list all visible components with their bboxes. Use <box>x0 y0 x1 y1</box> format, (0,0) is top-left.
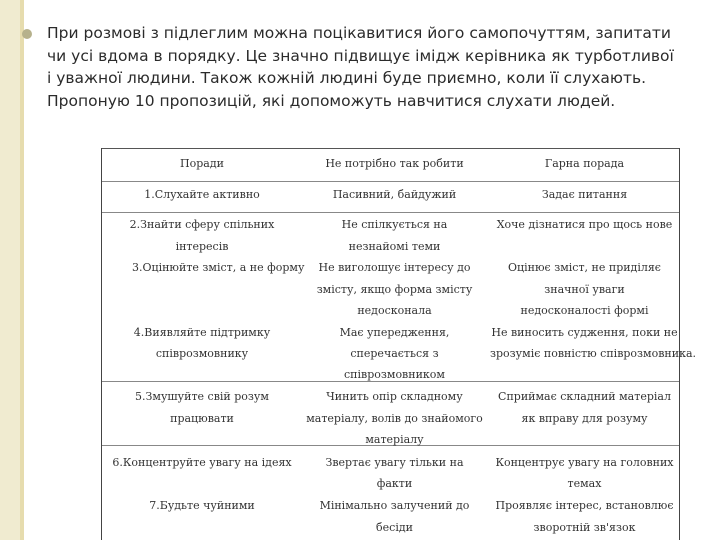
intro-paragraph <box>22 22 682 112</box>
table-cell: Задає питання <box>541 188 628 201</box>
table-cell: 1.Слухайте активно <box>144 188 260 201</box>
intro-text: При розмові з підлеглим можна поцікавитися його самопочуттям, запитати чи усі вдома в порядку. Це значно підвищує імідж керівника як турботливої і уважної людини. Також кожній людині буде приємно, коли її слухають. Пропоную 10 пропозицій, які допоможуть навчитися слухати людей. <box>47 24 674 110</box>
table-cell: Сприймає складний матеріал <box>498 390 671 403</box>
table-cell: недосконалості формі <box>520 304 649 317</box>
table-cell: 6.Концентруйте увагу на ідеях <box>112 456 292 469</box>
table-border-top <box>102 148 679 149</box>
table-cell: інтересів <box>175 240 229 253</box>
table-cell: змісту, якщо форма змісту <box>316 283 473 296</box>
table-cell: Концентрує увагу на головних <box>495 456 674 469</box>
table-cell: недосконала <box>357 304 432 317</box>
table-cell: матеріалу, волів до знайомого <box>306 412 483 425</box>
bullet-icon <box>22 29 32 39</box>
decorative-left-band <box>0 0 20 540</box>
table-cell: зворотній зв'язок <box>533 521 636 534</box>
table-border-row1 <box>102 212 679 213</box>
advice-table <box>101 148 697 540</box>
table-cell: сперечається з <box>350 347 439 360</box>
table-cell: 4.Виявляйте підтримку <box>133 326 271 339</box>
table-cell: 3.Оцінюйте зміст, а не форму <box>132 261 305 274</box>
table-cell: Не виголошує інтересу до <box>318 261 471 274</box>
table-cell: Мінімально залучений до <box>319 499 470 512</box>
header-advice: Поради <box>180 157 224 170</box>
table-cell: Звертає увагу тільки на <box>325 456 464 469</box>
table-cell: Має упередження, <box>339 326 450 339</box>
table-cell: зрозуміє повністю співрозмовника. <box>490 347 697 360</box>
table-cell: незнайомі теми <box>348 240 441 253</box>
table-cell: Пасивний, байдужий <box>332 188 457 201</box>
table-cell: Чинить опір складному <box>326 390 463 403</box>
table-cell: Не виносить судження, поки не <box>491 326 678 339</box>
table-cell: 5.Змушуйте свій розум <box>135 390 269 403</box>
table-cell: Не спілкується на <box>341 218 448 231</box>
table-cell: значної уваги <box>544 283 625 296</box>
table-cell: 2.Знайти сферу спільних <box>129 218 275 231</box>
table-cell: темах <box>567 477 602 490</box>
table-cell: факти <box>376 477 413 490</box>
header-dont: Не потрібно так робити <box>325 157 464 170</box>
table-border-header <box>102 181 679 182</box>
table-cell: бесіди <box>376 521 413 534</box>
table-cell: Хоче дізнатися про щось нове <box>496 218 673 231</box>
table-cell: Оцінює зміст, не приділяє <box>508 261 661 274</box>
table-cell: Проявляє інтерес, встановлює <box>495 499 674 512</box>
table-cell: співрозмовнику <box>155 347 249 360</box>
table-cell: матеріалу <box>365 433 424 446</box>
table-cell: 7.Будьте чуйними <box>149 499 255 512</box>
header-good: Гарна порада <box>544 157 625 170</box>
table-cell: як вправу для розуму <box>521 412 648 425</box>
table-cell: співрозмовником <box>344 368 445 381</box>
table-cell: працювати <box>170 412 234 425</box>
